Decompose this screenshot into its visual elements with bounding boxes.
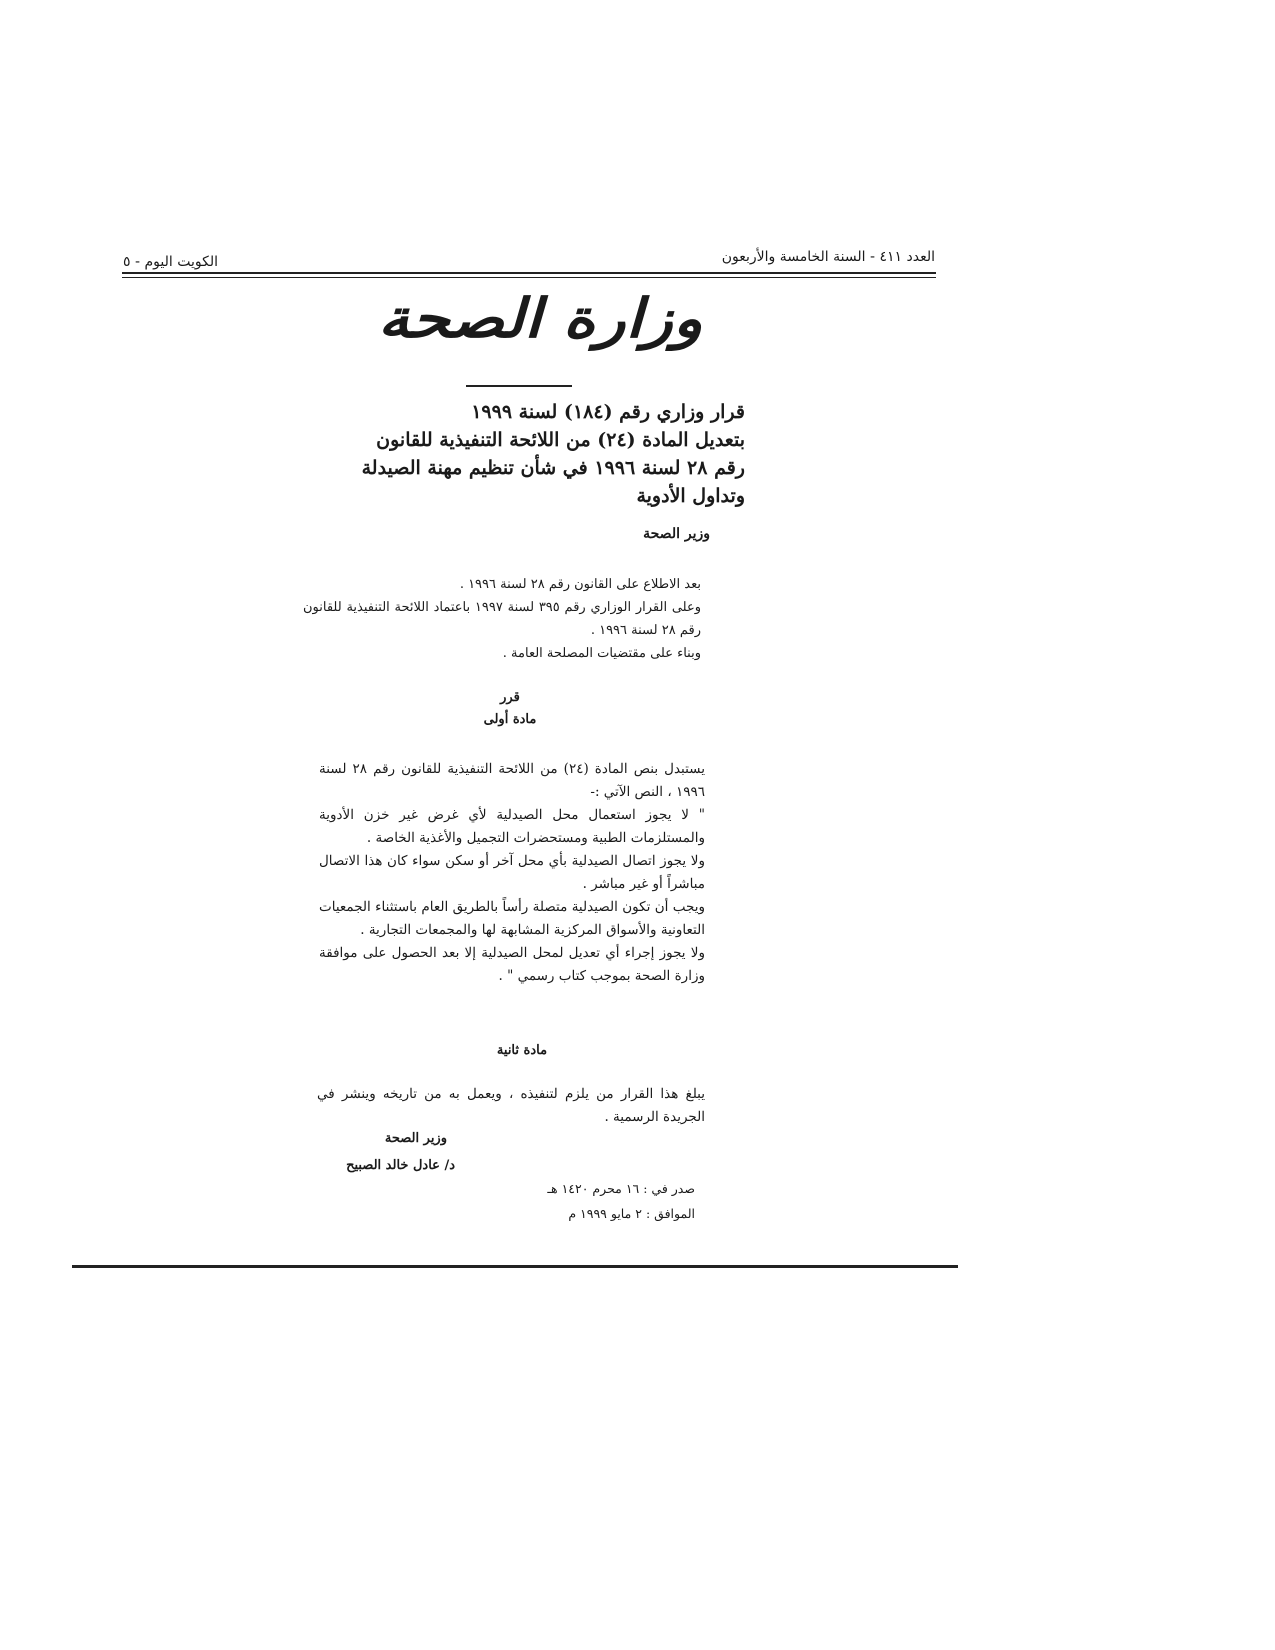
decree-title-line: بتعديل المادة (٢٤) من اللائحة التنفيذية للقانون: [376, 429, 745, 451]
decree-title-line: قرار وزاري رقم (١٨٤) لسنة ١٩٩٩: [471, 401, 745, 423]
article1-intro: يستبدل بنص المادة (٢٤) من اللائحة التنفيذية للقانون رقم ٢٨ لسنة ١٩٩٦ ، النص الآتي :-: [319, 761, 705, 800]
footer-rule: [72, 1265, 958, 1268]
issuer-heading: وزير الصحة: [643, 526, 710, 542]
issue-date-gregorian: الموافق : ٢ مايو ١٩٩٩ م: [568, 1206, 695, 1221]
decided-heading: قرر: [500, 690, 520, 705]
issue-date-hijri: صدر في : ١٦ محرم ١٤٢٠ هـ: [547, 1181, 695, 1196]
title-divider: [466, 385, 572, 387]
article2-heading: مادة ثانية: [496, 1043, 548, 1058]
preamble-line: وبناء على مقتضيات المصلحة العامة .: [502, 646, 701, 661]
article2-text: يبلغ هذا القرار من يلزم لتنفيذه ، ويعمل به من تاريخه وينشر في الجريدة الرسمية .: [317, 1086, 705, 1125]
article1-body: [319, 758, 727, 988]
article1-para: " لا يجوز استعمال محل الصيدلية لأي غرض غير خزن الأدوية والمستلزمات الطبية ومستحضرات التجميل والأغذية الخاصة .: [319, 807, 705, 846]
signature-name: د/ عادل خالد الصبيح: [346, 1158, 455, 1173]
article1-para: ولا يجوز اتصال الصيدلية بأي محل آخر أو سكن سواء كان هذا الاتصال مباشراً أو غير مباشر .: [319, 853, 705, 892]
article2-body: [317, 1083, 727, 1129]
issue-date: [547, 1176, 695, 1226]
publication-header: الكويت اليوم - ٥: [123, 254, 218, 270]
preamble-line: بعد الاطلاع على القانون رقم ٢٨ لسنة ١٩٩٦ .: [459, 577, 701, 592]
decree-title-line: وتداول الأدوية: [636, 485, 745, 507]
article1-heading: مادة أولى: [483, 712, 537, 727]
article1-para: ولا يجوز إجراء أي تعديل لمحل الصيدلية إلا بعد الحصول على موافقة وزارة الصحة بموجب كتاب رسمي " .: [319, 945, 705, 984]
signature-title: وزير الصحة: [384, 1131, 447, 1146]
decree-title: [325, 398, 745, 510]
preamble: [303, 573, 723, 665]
article1-para: ويجب أن تكون الصيدلية متصلة رأساً بالطريق العام باستثناء الجمعيات التعاونية والأسواق المركزية المشابهة لها والمجمعات التجارية .: [319, 899, 705, 938]
issue-header: العدد ٤١١ - السنة الخامسة والأربعون: [721, 249, 935, 265]
decree-title-line: رقم ٢٨ لسنة ١٩٩٦ في شأن تنظيم مهنة الصيدلة: [361, 457, 745, 479]
preamble-line: وعلى القرار الوزاري رقم ٣٩٥ لسنة ١٩٩٧ باعتماد اللائحة التنفيذية للقانون رقم ٢٨ لسنة ١٩٩٦ .: [303, 600, 701, 638]
header-rule: [122, 272, 936, 274]
header-rule-thin: [122, 277, 936, 278]
ministry-title-text: وزارة الصحة: [377, 286, 703, 350]
ministry-title: [377, 286, 703, 350]
